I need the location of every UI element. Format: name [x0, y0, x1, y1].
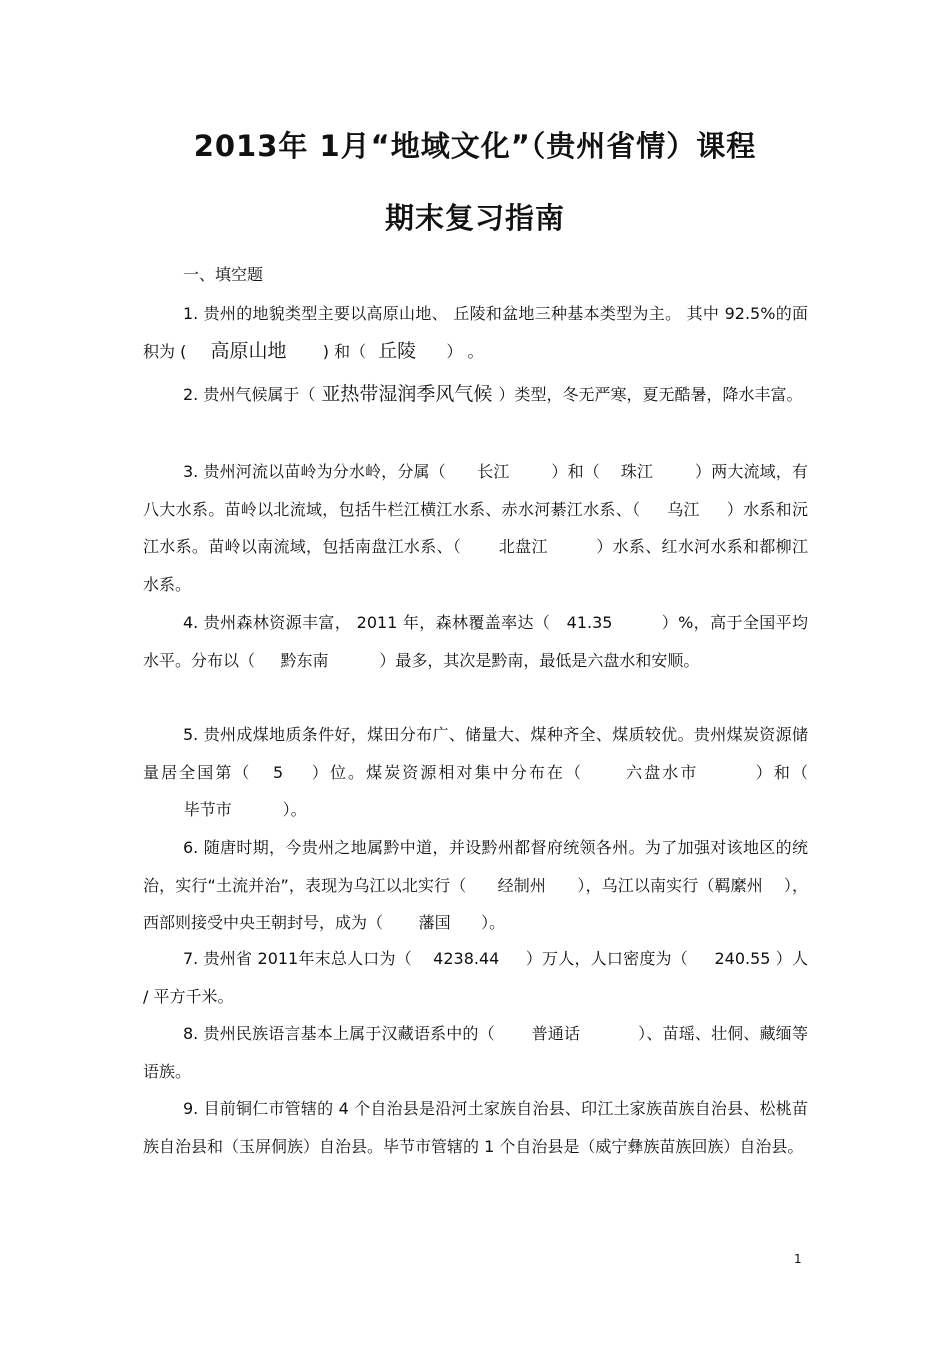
question-3: 3. 贵州河流以苗岭为分水岭，分属（ 长江 ）和（ 珠江 ）两大流域，有八大水系。苗岭以北流域，包括牛栏江横江水系、赤水河綦江水系、（ 乌江 ）水系和沅江水系。苗岭以南流域，包括南盘江水系、（ 北盘江 ）水系、红水河水系和都柳江水系。	[143, 462, 808, 594]
question-4: 4. 贵州森林资源丰富， 2011 年，森林覆盖率达（ 41.35 ）%，高于全国平均水平。分布以（ 黔东南 ）最多，其次是黔南，最低是六盘水和安顺。	[143, 613, 808, 670]
question-6: 6. 随唐时期，今贵州之地属黔中道，并设黔州都督府统领各州。为了加强对该地区的统治，实行“土流并治”，表现为乌江以北实行（ 经制州 ），乌江以南实行（羁縻州 ），西部则接受中央王朝封号，成为（ 藩国 ）。	[143, 838, 808, 932]
answer-3d: 北盘江	[461, 537, 597, 556]
answer-3a: 长江	[445, 462, 552, 481]
question-5: 5. 贵州成煤地质条件好，煤田分布广、储量大、煤种齐全、煤质较优。贵州煤炭资源储量居全国第（ 5 ）位。煤炭资源相对集中分布在（ 六盘水市 ）和（ 毕节市 ）。	[143, 725, 808, 819]
question-9: 9. 目前铜仁市管辖的 4 个自治县是沿河土家族自治县、印江土家族苗族自治县、松桃苗族自治县和（玉屏侗族）自治县。毕节市管辖的 1 个自治县是（威宁彝族苗族回族）自治县。	[143, 1099, 808, 1156]
document-title-line-2: 期末复习指南	[384, 201, 565, 235]
answer-7b: 240.55	[687, 949, 776, 968]
question-8: 8. 贵州民族语言基本上属于汉藏语系中的（ 普通话 ）、苗瑶、壮侗、藏缅等语族。	[143, 1024, 808, 1081]
answer-1a: 高原山地	[186, 339, 323, 362]
question-7: 7. 贵州省 2011年末总人口为（ 4238.44 ）万人，人口密度为（ 240.55 ）人 / 平方千米。	[143, 949, 808, 1006]
answer-8a: 普通话	[494, 1024, 639, 1043]
section-heading: 一、填空题	[183, 265, 264, 284]
answer-9b: 威宁彝族苗族回族	[595, 1136, 724, 1156]
answer-3b: 珠江	[599, 462, 696, 481]
answer-6c: 藩国	[383, 913, 482, 932]
answer-9a: 玉屏侗族	[239, 1136, 304, 1156]
answer-4a: 41.35	[550, 613, 662, 632]
answer-2a: 亚热带湿润季风气候	[315, 383, 499, 405]
answer-6b: 羁縻州	[714, 875, 784, 895]
question-1: 1. 贵州的地貌类型主要以高原山地、 丘陵和盆地三种基本类型为主。 其中 92.5%的面积为 ( 高原山地 ) 和（ 丘陵 ） 。	[143, 304, 808, 362]
answer-5b: 六盘水市	[583, 762, 756, 782]
document-title-line-1: 2013年 1月“地域文化”（贵州省情）课程	[193, 129, 757, 163]
answer-5c: 毕节市	[143, 800, 283, 819]
answer-4b: 黔东南	[255, 650, 380, 670]
question-2: 2. 贵州气候属于（ 亚热带湿润季风气候 ）类型，冬无严寒，夏无酷暑，降水丰富。	[183, 383, 803, 405]
answer-1b: 丘陵	[366, 339, 447, 362]
answer-5a: 5	[251, 762, 312, 782]
answer-6a: 经制州	[466, 875, 578, 895]
answer-7a: 4238.44	[411, 949, 526, 968]
answer-3c: 乌江	[640, 499, 727, 519]
page-number: 1	[794, 1252, 802, 1266]
